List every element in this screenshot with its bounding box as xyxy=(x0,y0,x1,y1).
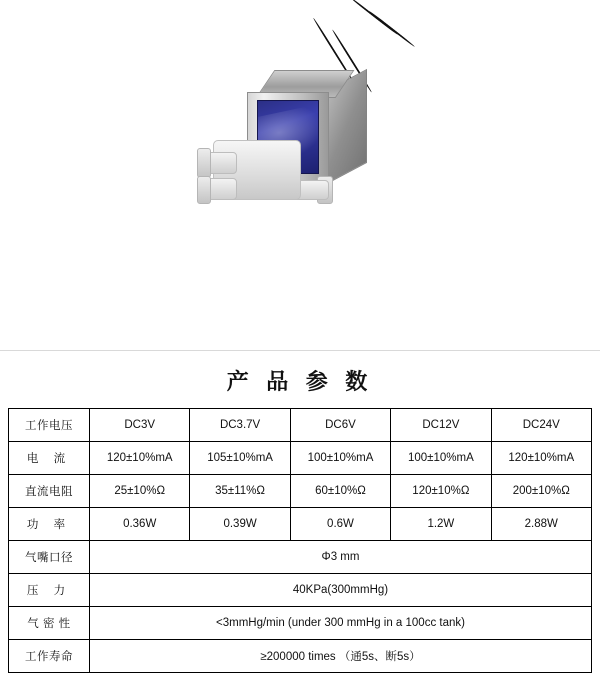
row-label-air-tightness: 气 密 性 xyxy=(9,607,90,640)
cell-resistance-2: 35±11%Ω xyxy=(190,475,290,508)
cell-power-2: 0.39W xyxy=(190,508,290,541)
cell-power-3: 0.6W xyxy=(290,508,390,541)
row-label-working-life: 工作寿命 xyxy=(9,640,90,673)
cell-resistance-5: 200±10%Ω xyxy=(491,475,591,508)
cell-power-1: 0.36W xyxy=(90,508,190,541)
cell-voltage-5: DC24V xyxy=(491,409,591,442)
cell-pressure-value: 40KPa(300mmHg) xyxy=(90,574,592,607)
parameters-title: 产 品 参 数 xyxy=(226,369,374,394)
cell-current-1: 120±10%mA xyxy=(90,442,190,475)
row-label-current: 电 流 xyxy=(9,442,90,475)
cell-working-life-value: ≥200000 times （通5s、断5s） xyxy=(90,640,592,673)
table-row xyxy=(9,475,592,508)
wire-lead-2-upper xyxy=(369,10,416,47)
cell-current-4: 100±10%mA xyxy=(391,442,491,475)
cell-resistance-1: 25±10%Ω xyxy=(90,475,190,508)
valve-port-cap-1 xyxy=(197,148,211,178)
cell-voltage-3: DC6V xyxy=(290,409,390,442)
cell-air-tightness-value: <3mmHg/min (under 300 mmHg in a 100cc tank) xyxy=(90,607,592,640)
cell-resistance-3: 60±10%Ω xyxy=(290,475,390,508)
cell-voltage-2: DC3.7V xyxy=(190,409,290,442)
cell-power-5: 2.88W xyxy=(491,508,591,541)
cell-current-3: 100±10%mA xyxy=(290,442,390,475)
row-label-pressure: 压 力 xyxy=(9,574,90,607)
table-row xyxy=(9,442,592,475)
row-label-working-voltage: 工作电压 xyxy=(9,409,90,442)
table-row xyxy=(9,640,592,673)
cell-port-diameter-value: Φ3 mm xyxy=(90,541,592,574)
specification-table xyxy=(8,408,592,673)
solenoid-valve-image xyxy=(205,30,445,260)
table-row xyxy=(9,607,592,640)
cell-resistance-4: 120±10%Ω xyxy=(391,475,491,508)
table-row xyxy=(9,508,592,541)
cell-voltage-4: DC12V xyxy=(391,409,491,442)
parameters-section xyxy=(0,350,600,673)
cell-power-4: 1.2W xyxy=(391,508,491,541)
table-row xyxy=(9,541,592,574)
row-label-dc-resistance: 直流电阻 xyxy=(9,475,90,508)
cell-current-5: 120±10%mA xyxy=(491,442,591,475)
table-row xyxy=(9,574,592,607)
valve-port-cap-2 xyxy=(197,176,211,204)
table-row xyxy=(9,409,592,442)
row-label-port-diameter: 气嘴口径 xyxy=(9,541,90,574)
row-label-power: 功 率 xyxy=(9,508,90,541)
cell-current-2: 105±10%mA xyxy=(190,442,290,475)
cell-voltage-1: DC3V xyxy=(90,409,190,442)
